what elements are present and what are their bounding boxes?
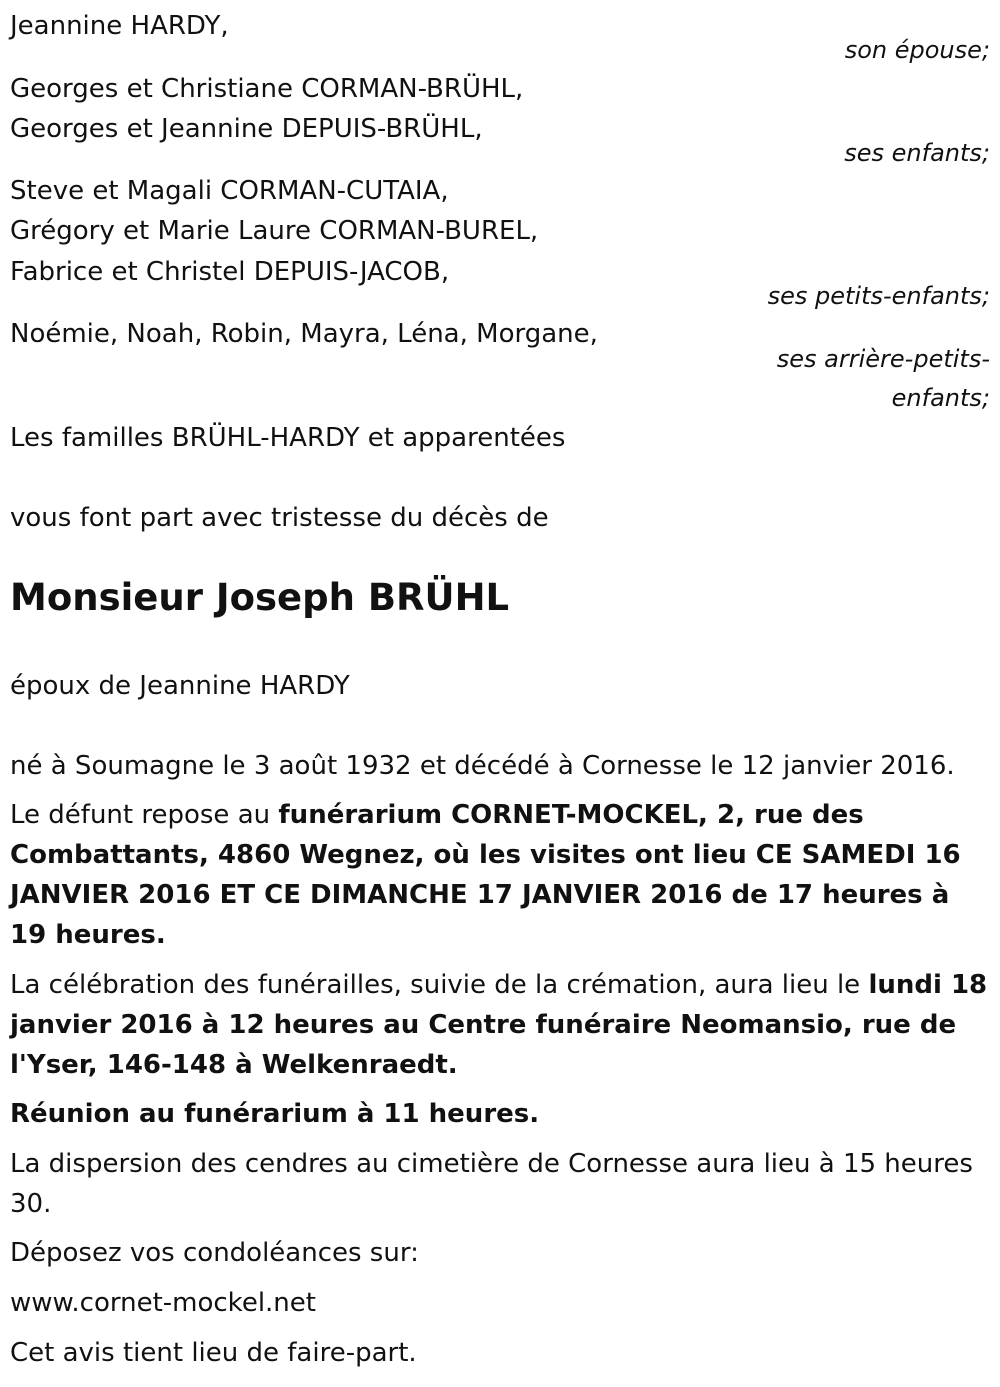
grandchild-name: Steve et Magali CORMAN-CUTAIA, [10, 176, 449, 206]
great-grandchildren-role-line1: ses arrière-petits- [776, 345, 990, 373]
grandchild-name: Fabrice et Christel DEPUIS-JACOB, [10, 257, 450, 287]
spouse-of-text: époux de Jeannine HARDY [10, 671, 350, 701]
closing-text: Cet avis tient lieu de faire-part. [10, 1338, 417, 1368]
great-grandchildren-role-line2: enfants; [891, 384, 990, 412]
child-name: Georges et Jeannine DEPUIS-BRÜHL, [10, 114, 483, 144]
child-name: Georges et Christiane CORMAN-BRÜHL, [10, 74, 524, 104]
deceased-name: Monsieur Joseph BRÜHL [10, 576, 510, 619]
repose-details: funérarium CORNET-MOCKEL, 2, rue des Combattants, 4860 Wegnez, où les visites ont lieu CE SAMEDI 16 JANVIER 2016 ET CE DIMANCHE 17 JANVIER 2016 de 17 heures à 19 heures. [10, 800, 961, 950]
condolences-label: Déposez vos condoléances sur: [10, 1238, 419, 1268]
birth-death-text: né à Soumagne le 3 août 1932 et décédé à Cornesse le 12 janvier 2016. [10, 751, 955, 781]
spouse-role: son épouse; [844, 36, 990, 64]
extended-families: Les familles BRÜHL-HARDY et apparentées [10, 423, 566, 453]
reunion-text: Réunion au funérarium à 11 heures. [10, 1099, 540, 1129]
great-grandchildren-names: Noémie, Noah, Robin, Mayra, Léna, Morgane, [10, 319, 598, 349]
celebration-details: lundi 18 janvier 2016 à 12 heures au Centre funéraire Neomansio, rue de l'Yser, 146-148 à Welkenraedt. [10, 970, 988, 1080]
grandchild-name: Grégory et Marie Laure CORMAN-BUREL, [10, 216, 539, 246]
celebration-paragraph [10, 965, 990, 1085]
repose-intro: Le défunt repose au [10, 800, 279, 830]
website-link[interactable]: www.cornet-mockel.net [10, 1288, 316, 1318]
spouse-name: Jeannine HARDY, [10, 11, 229, 41]
announcement-text: vous font part avec tristesse du décès de [10, 503, 549, 533]
dispersion-text: La dispersion des cendres au cimetière de Cornesse aura lieu à 15 heures 30. [10, 1149, 973, 1219]
grandchildren-role: ses petits-enfants; [767, 282, 990, 310]
children-role: ses enfants; [844, 139, 990, 167]
repose-paragraph [10, 795, 990, 955]
celebration-intro: La célébration des funérailles, suivie de la crémation, aura lieu le [10, 970, 869, 1000]
